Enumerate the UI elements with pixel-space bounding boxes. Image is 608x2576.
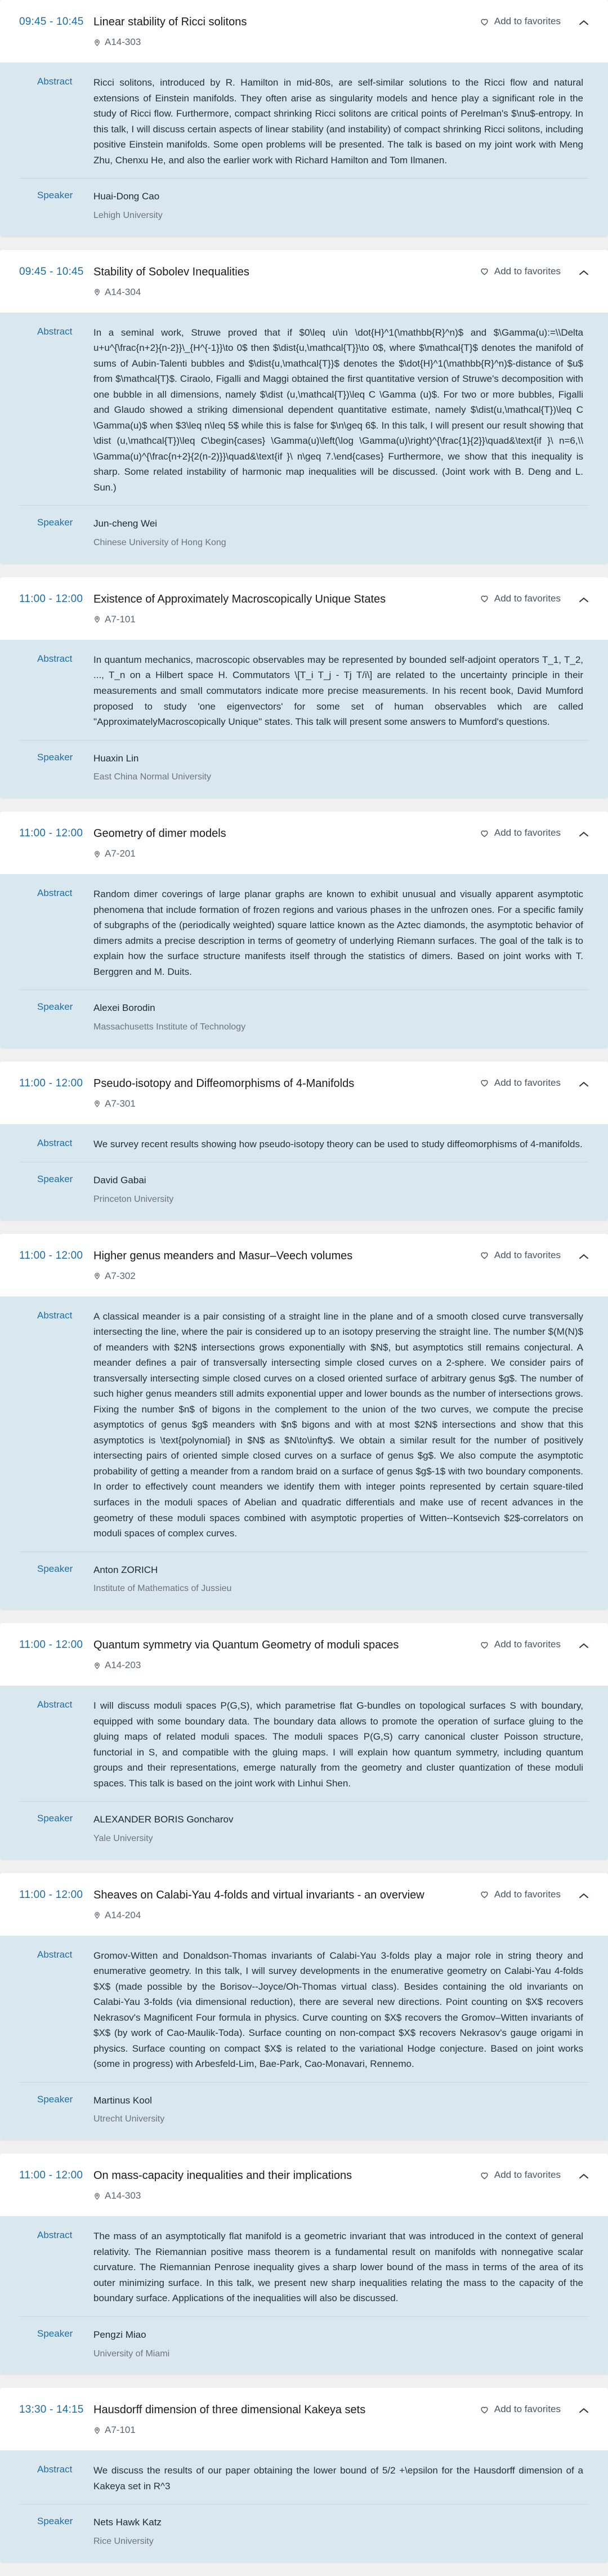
session-room	[93, 1098, 466, 1109]
abstract-label: Abstract	[37, 1949, 73, 1960]
session-title: Hausdorff dimension of three dimensional Kakeya sets	[93, 2404, 366, 2417]
map-pin-icon	[93, 39, 101, 46]
session-title-block	[93, 2403, 480, 2436]
add-to-favorites-button[interactable]	[480, 1888, 561, 1900]
map-pin-icon	[93, 1272, 101, 1280]
session-room-label: A14-303	[105, 37, 141, 47]
session-room-label: A7-101	[105, 613, 136, 625]
session-time: 11:00 - 12:00	[19, 1639, 83, 1651]
session-room	[93, 848, 466, 859]
abstract-label: Abstract	[37, 888, 73, 898]
session-room	[93, 287, 466, 298]
speaker-row	[0, 741, 608, 795]
session-room	[93, 2425, 466, 2436]
map-pin-icon	[93, 2192, 101, 2200]
abstract-text: I will discuss moduli spaces P(G,S), which parametrise flat G-bundles on topological surfaces S with boundary, equipped with some boundary data. The boundary data allows to promote the operation of surface gluing to the gluing maps of related moduli spaces. The moduli spaces P(G,S) carry canonical cluster Poisson structure, functorial in S, and compatible with the gluing maps. I will explain how quantum symmetry, including quantum groups and their representations, emerge naturally from the geometry and cluster quantization of these moduli spaces. This talk is based on the joint work with Linhui Shen.	[93, 1700, 583, 1789]
session-title-block	[93, 265, 480, 298]
session-title-block	[93, 592, 480, 625]
abstract-label: Abstract	[37, 326, 73, 337]
speaker-label: Speaker	[37, 2328, 73, 2339]
abstract-row	[0, 1126, 608, 1162]
session-header[interactable]	[0, 1062, 608, 1124]
session-card-6	[0, 1623, 608, 1860]
chevron-up-icon	[576, 1639, 591, 1654]
session-room-label: A14-304	[105, 286, 141, 297]
speaker-affiliation: Princeton University	[93, 1194, 174, 1204]
add-to-favorites-button[interactable]	[480, 592, 561, 604]
speaker-affiliation: Institute of Mathematics of Jussieu	[93, 1584, 232, 1594]
chevron-up-icon	[576, 1250, 591, 1264]
session-detail	[0, 640, 608, 798]
session-room	[93, 1660, 466, 1671]
session-detail	[0, 874, 608, 1048]
add-to-favorites-label: Add to favorites	[494, 2404, 561, 2415]
speaker-label: Speaker	[37, 2093, 73, 2105]
speaker-name: Huai-Dong Cao	[93, 191, 160, 202]
speaker-block	[93, 2515, 583, 2548]
add-to-favorites-label: Add to favorites	[494, 16, 561, 26]
session-detail	[0, 2450, 608, 2562]
session-card-4	[0, 1062, 608, 1220]
collapse-toggle[interactable]	[561, 1638, 591, 1654]
abstract-row	[0, 2218, 608, 2316]
session-title: Higher genus meanders and Masur–Veech volumes	[93, 1249, 353, 1262]
speaker-row	[0, 506, 608, 560]
add-to-favorites-label: Add to favorites	[494, 265, 561, 277]
heart-outline-icon	[480, 1640, 489, 1650]
session-time: 09:45 - 10:45	[19, 16, 84, 28]
map-pin-icon	[93, 2427, 101, 2434]
map-pin-icon	[93, 1911, 101, 1919]
abstract-text: We survey recent results showing how pseudo-isotopy theory can be used to study diffeomorphisms of 4-manifolds.	[93, 1138, 583, 1149]
add-to-favorites-label: Add to favorites	[494, 1639, 561, 1650]
collapse-toggle[interactable]	[561, 592, 591, 608]
session-header[interactable]	[0, 577, 608, 640]
session-title: Existence of Approximately Macroscopically Unique States	[93, 592, 386, 605]
session-time: 11:00 - 12:00	[19, 592, 83, 605]
session-title: Quantum symmetry via Quantum Geometry of moduli spaces	[93, 1639, 399, 1651]
abstract-row	[0, 876, 608, 990]
session-card-8	[0, 2154, 608, 2374]
add-to-favorites-button[interactable]	[480, 826, 561, 839]
session-time: 09:45 - 10:45	[19, 265, 84, 278]
abstract-label: Abstract	[37, 1137, 73, 1148]
session-time: 11:00 - 12:00	[19, 827, 83, 839]
collapse-toggle[interactable]	[561, 826, 591, 842]
session-header[interactable]	[0, 1623, 608, 1686]
add-to-favorites-label: Add to favorites	[494, 827, 561, 838]
abstract-text: Gromov-Witten and Donaldson-Thomas invariants of Calabi-Yau 3-folds play a major role in string theory and enumerative geometry. In this talk, I will survey developments in the enumerative geometry on Calabi-Yau 4-folds $X$ (made possible by the Borisov--Joyce/Oh-Thomas virtual class). Besides containing the old invariants on Calabi-Yau 3-folds (via dimensional reduction), there are several new directions. Point counting on $X$ recovers Nekrasov's Magnificent Four formula in physics. Curve counting on $X$ recovers the Gromov–Witten invariants of $X$ (by work of Cao-Maulik-Toda). Surface counting on non-compact $X$ recovers Nekrasov's gauge origami in physics. Surface counting on compact $X$ is related to the variational Hodge conjecture. Based on joint works (some in progress) with Arbesfeld-Lim, Bae-Park, Cao-Monavari, Rennemo.	[93, 1950, 583, 2070]
speaker-block	[93, 1173, 583, 1206]
speaker-block	[93, 751, 583, 785]
session-header[interactable]	[0, 812, 608, 874]
collapse-toggle[interactable]	[561, 1249, 591, 1264]
speaker-block	[93, 1812, 583, 1846]
session-room	[93, 1910, 466, 1921]
session-card-5	[0, 1234, 608, 1610]
chevron-up-icon	[576, 1077, 591, 1092]
speaker-label: Speaker	[37, 517, 73, 528]
speaker-block	[93, 189, 583, 222]
speaker-affiliation: Lehigh University	[93, 210, 163, 220]
session-time: 11:00 - 12:00	[19, 1888, 83, 1901]
session-detail	[0, 63, 608, 237]
abstract-text: In quantum mechanics, macroscopic observables may be represented by bounded self-adjoint operators T_1, T_2, ..., T_n on a Hilbert space H. Commutators \[T_i T_j - Tj T/i\] are related to the uncertainty principle in their measurements and small commutators indicate more precise measurements. In his recent book, David Mumford proposed to study 'one eigenvectors' for some set of human observables which are called "ApproximatelyMacroscopically Unique" states. This talk will present some answers to Mumford's questions.	[93, 654, 583, 728]
collapse-toggle[interactable]	[561, 2168, 591, 2184]
speaker-name: Pengzi Miao	[93, 2329, 146, 2340]
session-detail	[0, 313, 608, 564]
session-time: 13:30 - 14:15	[19, 2404, 84, 2416]
speaker-block	[93, 516, 583, 550]
session-room-label: A14-303	[105, 2190, 141, 2201]
speaker-row	[0, 990, 608, 1044]
abstract-row	[0, 2453, 608, 2504]
session-card-2	[0, 577, 608, 798]
speaker-block	[93, 1562, 583, 1596]
abstract-row	[0, 65, 608, 178]
abstract-text: We discuss the results of our paper obtaining the lower bound of 5/2 +\epsilon for the Hausdorff dimension of a Kakeya set in R^3	[93, 2465, 583, 2492]
chevron-up-icon	[576, 593, 591, 608]
heart-outline-icon	[480, 1078, 489, 1088]
speaker-name: Anton ZORICH	[93, 1564, 158, 1575]
add-to-favorites-button[interactable]	[480, 1638, 561, 1650]
session-title-block	[93, 2168, 480, 2201]
session-title: Sheaves on Calabi-Yau 4-folds and virtual invariants - an overview	[93, 1888, 424, 1901]
speaker-label: Speaker	[37, 190, 73, 201]
collapse-toggle[interactable]	[561, 15, 591, 30]
session-title-block	[93, 1888, 480, 1921]
speaker-affiliation: Yale University	[93, 1833, 153, 1843]
abstract-label: Abstract	[37, 1309, 73, 1321]
session-card-1	[0, 250, 608, 564]
chevron-up-icon	[576, 16, 591, 30]
map-pin-icon	[93, 850, 101, 858]
collapse-toggle[interactable]	[561, 2403, 591, 2418]
session-room	[93, 1271, 466, 1282]
speaker-name: Jun-cheng Wei	[93, 518, 158, 529]
session-detail	[0, 1936, 608, 2141]
session-room-label: A7-301	[105, 1098, 136, 1109]
speaker-name: Martinus Kool	[93, 2094, 152, 2106]
session-title-block	[93, 826, 480, 859]
speaker-row	[0, 1802, 608, 1856]
session-room	[93, 2190, 466, 2201]
session-header[interactable]	[0, 1873, 608, 1936]
speaker-affiliation: Utrecht University	[93, 2114, 165, 2124]
add-to-favorites-button[interactable]	[480, 1249, 561, 1261]
session-detail	[0, 2216, 608, 2374]
heart-outline-icon	[480, 594, 489, 603]
session-header[interactable]	[0, 2388, 608, 2450]
speaker-name: ALEXANDER BORIS Goncharov	[93, 1814, 234, 1825]
speaker-block	[93, 1000, 583, 1034]
session-time: 11:00 - 12:00	[19, 1249, 83, 1262]
map-pin-icon	[93, 1662, 101, 1669]
heart-outline-icon	[480, 1250, 489, 1260]
speaker-row	[0, 2504, 608, 2559]
heart-outline-icon	[480, 266, 489, 276]
session-room-label: A7-201	[105, 848, 136, 859]
abstract-text: A classical meander is a pair consisting of a straight line in the plane and of a smooth closed curve transversally intersecting the line, where the pair is considered up to an isotopy preserving the straight line. The number $(M(N)$ of meanders with $2N$ intersections grows exponentially with $N$, but asymptotics still remains conjectural. A meander defines a pair of transversally intersecting simple closed curves on a 2-sphere. We consider pairs of transversally intersecting simple closed curves on a closed oriented surface of arbitrary genus $g$. The number of such higher genus meanders still admits exponential upper and lower bounds as the number of intersections grows. Fixing the number $n$ of bigons in the complement to the union of the two curves, we compute the precise asymptotics of genus $g$ meanders with $n$ bigons and with at most $2N$ intersections and show that this asymptotics is \text{polynomial} in $N$ as $N\to\infty$. We obtain a similar result for the number of positively intersecting pairs of oriented simple closed curves on a surface of genus $g$. We also compute the asymptotic probability of getting a meander from a random braid on a surface of genus $g$-1$ with two boundary components. In order to effectively count meanders we identify them with integer points represented by certain square-tiled surfaces in the moduli spaces of Abelian and quadratic differentials and make use of recent advances in the geometry of these moduli spaces combined with asymptotic properties of Witten--Kontsevich $2$-correlators on moduli spaces of complex curves.	[93, 1311, 583, 1539]
chevron-up-icon	[576, 2169, 591, 2184]
heart-outline-icon	[480, 17, 489, 26]
speaker-row	[0, 1162, 608, 1216]
session-room-label: A14-204	[105, 1909, 141, 1920]
session-header[interactable]	[0, 2154, 608, 2216]
speaker-affiliation: Rice University	[93, 2537, 154, 2546]
add-to-favorites-button[interactable]	[480, 2168, 561, 2181]
session-detail	[0, 1124, 608, 1220]
session-room-label: A14-203	[105, 1660, 141, 1670]
session-title: Stability of Sobolev Inequalities	[93, 265, 249, 278]
speaker-affiliation: Massachusetts Institute of Technology	[93, 1022, 246, 1032]
session-card-9	[0, 2388, 608, 2562]
session-time: 11:00 - 12:00	[19, 1077, 83, 1089]
collapse-toggle[interactable]	[561, 265, 591, 280]
speaker-label: Speaker	[37, 2516, 73, 2527]
add-to-favorites-button[interactable]	[480, 2403, 561, 2415]
session-card-7	[0, 1873, 608, 2141]
chevron-up-icon	[576, 266, 591, 280]
abstract-label: Abstract	[37, 2230, 73, 2241]
session-card-0	[0, 0, 608, 237]
session-title-block	[93, 1638, 480, 1671]
speaker-row	[0, 2083, 608, 2137]
add-to-favorites-button[interactable]	[480, 1076, 561, 1089]
session-title: Pseudo-isotopy and Diffeomorphisms of 4-Manifolds	[93, 1077, 355, 1090]
session-title: Linear stability of Ricci solitons	[93, 16, 247, 28]
speaker-label: Speaker	[37, 1813, 73, 1824]
abstract-label: Abstract	[37, 1699, 73, 1710]
add-to-favorites-label: Add to favorites	[494, 1888, 561, 1900]
abstract-label: Abstract	[37, 653, 73, 664]
speaker-affiliation: University of Miami	[93, 2348, 170, 2359]
speaker-row	[0, 179, 608, 233]
chevron-up-icon	[576, 2404, 591, 2418]
session-title: Geometry of dimer models	[93, 827, 226, 840]
speaker-row	[0, 1552, 608, 1606]
abstract-row	[0, 1938, 608, 2082]
speaker-block	[93, 2093, 583, 2127]
abstract-text: Random dimer coverings of large planar graphs are known to exhibit unusual and visually apparent asymptotic phenomena that include formation of frozen regions and various phases in the unfrozen ones. For a specific family of subgraphs of the (periodically weighted) square lattice known as the Aztec diamonds, the asymptotic behavior of dimers admits a precise description in terms of geometry of underlying Riemann surfaces. The goal of the talk is to explain how the surface structure manifests itself through the statistics of dimers. Based on joint works with T. Berggren and M. Duits.	[93, 889, 583, 977]
abstract-row	[0, 1299, 608, 1552]
speaker-label: Speaker	[37, 751, 73, 763]
speaker-row	[0, 2317, 608, 2371]
collapse-toggle[interactable]	[561, 1076, 591, 1092]
session-title-block	[93, 1076, 480, 1109]
speaker-affiliation: East China Normal University	[93, 772, 211, 782]
add-to-favorites-button[interactable]	[480, 15, 561, 27]
chevron-up-icon	[576, 827, 591, 842]
speaker-name: Nets Hawk Katz	[93, 2517, 162, 2528]
speaker-affiliation: Chinese University of Hong Kong	[93, 538, 226, 547]
session-header[interactable]	[0, 0, 608, 63]
session-time: 11:00 - 12:00	[19, 2169, 83, 2182]
map-pin-icon	[93, 1100, 101, 1107]
speaker-name: Huaxin Lin	[93, 752, 139, 764]
abstract-label: Abstract	[37, 76, 73, 87]
session-header[interactable]	[0, 250, 608, 313]
speaker-label: Speaker	[37, 1563, 73, 1574]
chevron-up-icon	[576, 1889, 591, 1904]
map-pin-icon	[93, 288, 101, 296]
session-room	[93, 614, 466, 625]
session-title-block	[93, 1249, 480, 1282]
speaker-name: Alexei Borodin	[93, 1002, 155, 1014]
abstract-text: In a seminal work, Struwe proved that if $0\leq u\in \dot{H}^1(\mathbb{R}^n)$ and $\Gamma(u):=\\Delta u+u^{\frac{n+2}{n-2}}\_{H^{-1}}\to 0$ then $\dist{u,\mathcal{T}}\to 0$, where $\mathcal{T}$ denotes the manifold of sums of Aubin-Talenti bubbles and $\dist{u,\mathcal{T}}$ denotes the $\dot{H}^1(\mathbb{R}^n)$-distance of $u$ from $\mathcal{T}$. Ciraolo, Figalli and Maggi obtained the first quantitative version of Struwe's decomposition with one bubble in all dimensions, namely $\dist (u,\mathcal{T})\leq C \Gamma (u)$. For two or more bubbles, Figalli and Glaudo showed a striking dimensional dependent quantitative estimate, namely $\dist(u,\mathcal{T})\leq C \Gamma(u)$ when $3\leq n\leq 5$ while this is false for $\n\geq 6$. In this talk, I will present our result showing that \dist (u,\mathcal{T})\leq C\begin{cases} \Gamma(u)\left(\log \Gamma(u)\right)^{\frac{1}{2}}\quad&\text{if }\ n=6,\\ \Gamma(u)^{\frac{n+2}{2(n-2)}}\quad&\text{if }\ n\geq 7.\end{cases} Furthermore, we show that this inequality is sharp. Some related instability of harmonic map inequalities will be discussed. (Joint work with B. Deng and L. Sun.)	[93, 327, 583, 493]
heart-outline-icon	[480, 828, 489, 838]
session-room-label: A7-101	[105, 2425, 136, 2436]
abstract-row	[0, 315, 608, 506]
abstract-text: Ricci solitons, introduced by R. Hamilton in mid-80s, are self-similar solutions to the Ricci flow and natural extensions of Einstein manifolds. They often arise as singularity models and hence play a significant role in the study of Ricci flow. Furthermore, compact shrinking Ricci solitons are critical points of Perelman's $\nu$-entropy. In this talk, I will discuss certain aspects of linear stability (and instability) of compact shrinking Ricci solitons, including positive Einstein manifolds. Some open problems will be presented. The talk is based on my joint work with Meng Zhu, Chenxu He, and also the earlier work with Richard Hamilton and Tom Ilmanen.	[93, 77, 583, 166]
session-detail	[0, 1686, 608, 1860]
session-card-3	[0, 812, 608, 1048]
add-to-favorites-label: Add to favorites	[494, 1077, 561, 1088]
session-room	[93, 37, 466, 48]
heart-outline-icon	[480, 2171, 489, 2180]
speaker-label: Speaker	[37, 1174, 73, 1185]
speaker-name: David Gabai	[93, 1175, 146, 1186]
collapse-toggle[interactable]	[561, 1888, 591, 1904]
add-to-favorites-label: Add to favorites	[494, 1249, 561, 1260]
speaker-label: Speaker	[37, 1001, 73, 1013]
session-detail	[0, 1296, 608, 1610]
session-room-label: A7-302	[105, 1270, 136, 1281]
heart-outline-icon	[480, 2405, 489, 2414]
add-to-favorites-button[interactable]	[480, 265, 561, 277]
speaker-block	[93, 2327, 583, 2361]
abstract-text: The mass of an asymptotically flat manifold is a geometric invariant that was introduced in the context of general relativity. The Riemannian positive mass theorem is a fundamental result on manifolds with nonnegative scalar curvature. The Riemannian Penrose inequality gives a sharp lower bound of the mass in terms of the area of its outer minimizing surface. In this talk, we present new sharp inequalities relating the mass to the capacity of the boundary surface. Applications of the inequalities will also be discussed.	[93, 2231, 583, 2304]
abstract-row	[0, 1688, 608, 1801]
add-to-favorites-label: Add to favorites	[494, 592, 561, 604]
heart-outline-icon	[480, 1889, 489, 1899]
abstract-row	[0, 642, 608, 740]
abstract-label: Abstract	[37, 2464, 73, 2475]
session-title-block	[93, 15, 480, 48]
session-header[interactable]	[0, 1234, 608, 1296]
add-to-favorites-label: Add to favorites	[494, 2169, 561, 2181]
map-pin-icon	[93, 616, 101, 623]
session-title: On mass-capacity inequalities and their implications	[93, 2169, 352, 2182]
